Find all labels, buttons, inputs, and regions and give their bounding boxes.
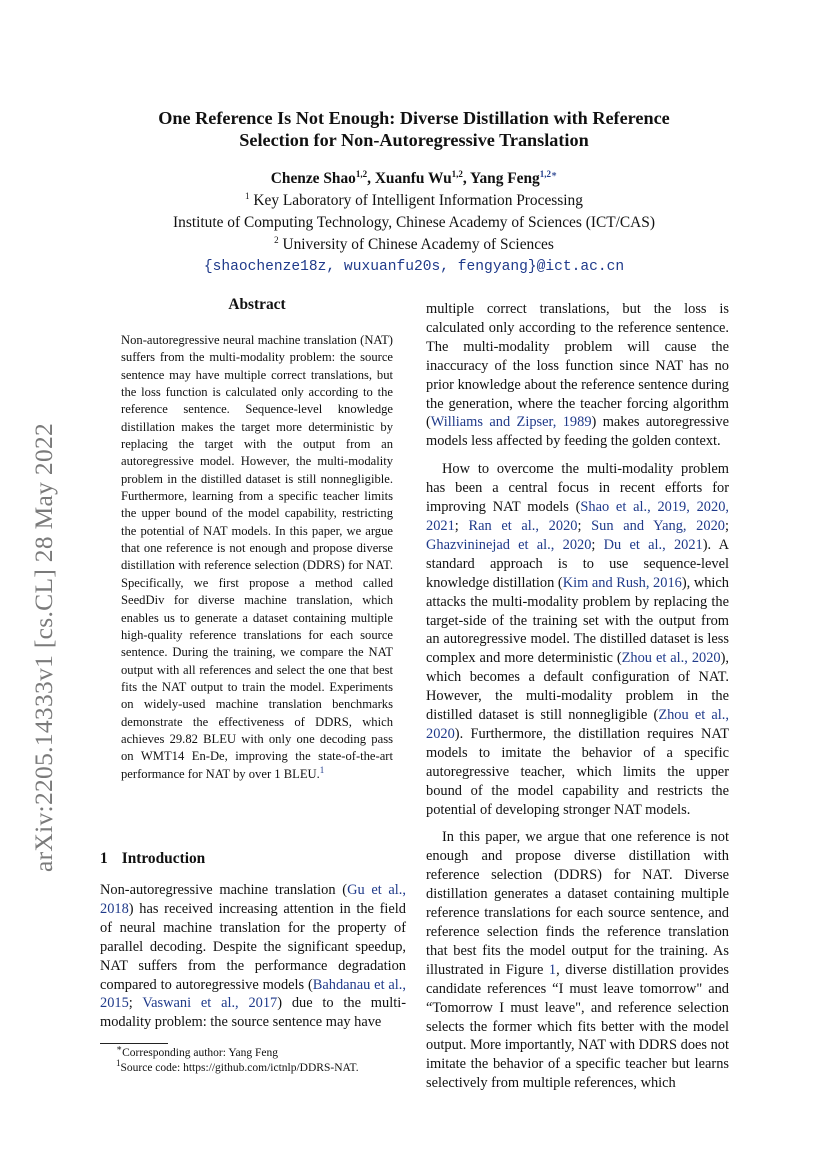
right-column bbox=[426, 300, 729, 1093]
abstract-heading: Abstract bbox=[228, 296, 286, 313]
title-line-2: Selection for Non-Autoregressive Translation bbox=[239, 130, 589, 150]
citation-link[interactable]: Williams and Zipser, 1989 bbox=[430, 414, 592, 431]
author-names: Chenze Shao$^{1,2}$, Xuanfu Wu$^{1,2}$, Yang Feng$^{1,2∗}$ bbox=[270, 168, 558, 187]
section-number: 1 bbox=[100, 850, 108, 867]
citation-link[interactable]: Gu et al., 2018 bbox=[100, 882, 407, 917]
author-1: Chenze Shao bbox=[270, 170, 356, 187]
right-paragraph-2: How to overcome the multi-modality problem has been a central focus in recent efforts for improving NAT models (Shao et al., 2019, 2020, 2021; Ran et al., 2020; Sun and Yang, 2020; Ghazvininejad et al., 2020; Du et al., 2021). A standard approach is to use sequence-level knowledge distillation (Kim and Rush, 2016), which attacks the multi-modality problem by replacing the target-side of the training set with the output from an autoregressive model. The distilled dataset is less complex and more deterministic (Zhou et al., 2020), which becomes a default configuration of NAT. However, the multi-modality problem in the distilled dataset is still nonnegligible (Zhou et al., 2020). Furthermore, the distillation requires NAT models to imitate the behavior of a specific autoregressive teacher, which limits the upper bound of the model capability and restricts the potential of developing stronger NAT models. bbox=[426, 461, 730, 818]
citation-link[interactable]: Vaswani et al., 2017 bbox=[142, 995, 278, 1012]
author-emails[interactable]: {shaochenze18z, wuxuanfu20s, fengyang}@ict.ac.cn bbox=[203, 259, 625, 275]
figure-link[interactable]: 1 bbox=[548, 961, 557, 978]
arxiv-stamp: arXiv:2205.14333v1 [cs.CL] 28 May 2022 bbox=[29, 422, 58, 872]
author-2: Xuanfu Wu bbox=[374, 170, 452, 187]
abstract-text: Non-autoregressive neural machine translation (NAT) suffers from the multi-modality problem: the source sentence may have multiple correct translations, but the loss function is calculated only according to the reference sentence. Sequence-level knowledge distillation makes the target more deterministic by replacing the target with the output from an autoregressive model. However, the multi-modality problem in the distilled dataset is still nonnegligible. Furthermore, learning from a specific teacher limits the upper bound of the model capability, restricting the potential of NAT models. In this paper, we argue that one reference is not enough and propose diverse distillation with reference selection (DDRS) for NAT. Specifically, we first propose a method called SeedDiv for diverse machine translation, which enables us to generate a dataset containing multiple high-quality reference translations for each source sentence. During the training, we compare the NAT output with all references and select the one that best fits the NAT output to train the model. Experiments on widely-used machine translation benchmarks demonstrate the effectiveness of DDRS, which achieves 29.82 BLEU with only one decoding pass on WMT14 En-De, improving the state-of-the-art performance for NAT by over 1 BLEU.$^1$ bbox=[121, 333, 393, 781]
footnote-1: ∗Corresponding author: Yang Feng bbox=[116, 1043, 279, 1059]
paper-title bbox=[100, 107, 728, 151]
intro-paragraph-1: Non-autoregressive machine translation (Gu et al., 2018) has received increasing attention in the field of neural machine translation for the property of parallel decoding. Despite the significant speedup, NAT suffers from the performance degradation compared to autoregressive models (Bahdanau et al., 2015; Vaswani et al., 2017) due to the multi-modality problem: the source sentence may have bbox=[100, 882, 407, 1031]
author-3: Yang Feng bbox=[470, 170, 540, 187]
author-2-affil: 1,2 bbox=[451, 168, 463, 179]
citation-link[interactable]: Shao et al., 2019, 2020, 2021 bbox=[426, 499, 729, 534]
citation-link[interactable]: Ghazvininejad et al., 2020 bbox=[426, 536, 592, 553]
author-1-affil: 1,2 bbox=[355, 168, 368, 179]
right-paragraph-3: In this paper, we argue that one reference is not enough and propose diverse distillation with reference selection (DDRS) for NAT. Diverse distillation generates a dataset containing multiple reference translations for each source sentence, and reference selection finds the reference translation that best fits the model output for the training. As illustrated in Figure 1, diverse distillation provides candidate references “I must leave tomorrow" and “Tomorrow I must leave", and reference selection selects the former which fits better with the model output. More importantly, NAT with DDRS does not imitate the behavior of a specific teacher but learns selectively from multiple references, which bbox=[426, 829, 729, 1092]
footnote-ref-1[interactable]: 1 bbox=[319, 764, 325, 775]
citation-link[interactable]: Kim and Rush, 2016 bbox=[562, 574, 682, 591]
citation-link[interactable]: Sun and Yang, 2020 bbox=[591, 517, 725, 534]
right-paragraph-1: multiple correct translations, but the loss is calculated only according to the reference sentence. The multi-modality problem will cause the inaccuracy of the loss function since NAT has no prior knowledge about the reference sentence during the generation, where the teacher forcing algorithm (Williams and Zipser, 1989) makes autoregressive models less affected by feeding the golden context. bbox=[426, 301, 729, 450]
affiliation-1: $^1$ Key Laboratory of Intelligent Information Processing bbox=[245, 190, 583, 209]
author-3-affil: 1,2∗ bbox=[539, 168, 558, 179]
footnote-divider bbox=[100, 1043, 168, 1044]
footnote-2: $^1$Source code: https://github.com/ictnlp/DDRS-NAT. bbox=[116, 1058, 359, 1074]
citation-link[interactable]: Zhou et al., 2020 bbox=[621, 650, 721, 667]
citation-link[interactable]: Du et al., 2021 bbox=[603, 536, 703, 553]
citation-link[interactable]: Bahdanau et al., 2015 bbox=[100, 976, 406, 1012]
author-block bbox=[100, 168, 728, 278]
section-title: Introduction bbox=[121, 850, 206, 867]
citation-link[interactable]: Zhou et al., 2020 bbox=[426, 707, 729, 742]
title-line-1: One Reference Is Not Enough: Diverse Distillation with Reference bbox=[158, 108, 670, 128]
citation-link[interactable]: Ran et al., 2020 bbox=[468, 517, 578, 534]
affiliation-1b: Institute of Computing Technology, Chinese Academy of Sciences (ICT/CAS) bbox=[173, 214, 655, 231]
affiliation-2: $^2$ University of Chinese Academy of Sciences bbox=[274, 234, 554, 253]
section-heading-introduction bbox=[100, 850, 205, 868]
